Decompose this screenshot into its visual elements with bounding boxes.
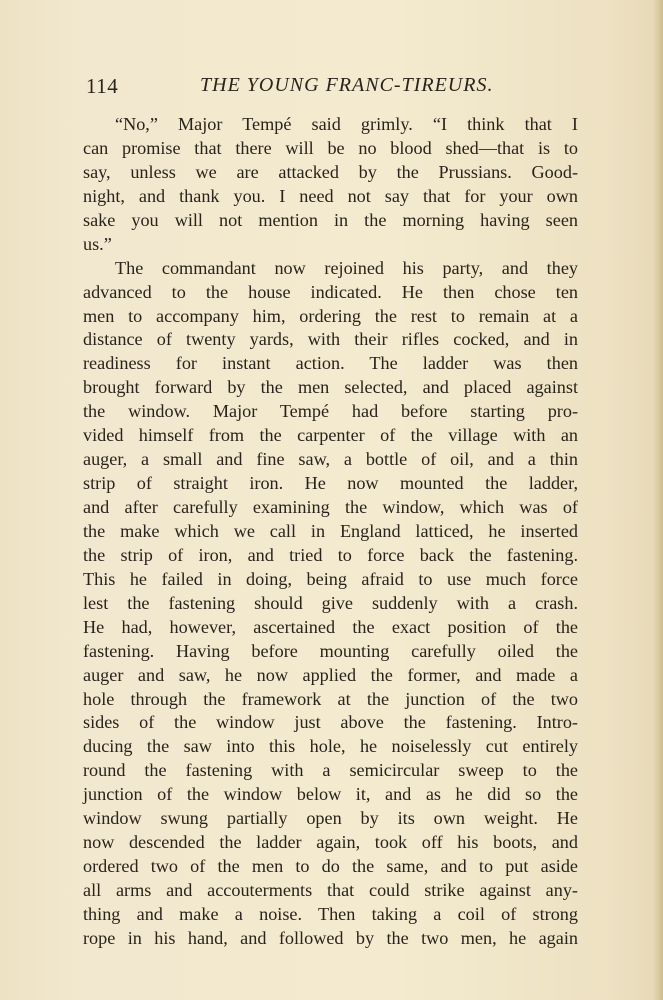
text-line: brought forward by the men selected, and placed against	[83, 377, 578, 398]
text-line: vided himself from the carpenter of the village with an	[83, 425, 578, 446]
text-line: and after carefully examining the window, which was of	[83, 497, 578, 517]
text-line: fastening. Having before mounting carefully oiled the	[83, 640, 578, 661]
text-line: say, unless we are attacked by the Prussians. Good-	[83, 161, 578, 182]
text-line: all arms and accouterments that could strike against any-	[83, 880, 578, 900]
text-line: night, and thank you. I need not say that for your own	[83, 185, 578, 206]
page-edge	[653, 0, 663, 1000]
text-line: readiness for instant action. The ladder was then	[83, 353, 578, 374]
text-line: the strip of iron, and tried to force back the fastening.	[83, 544, 578, 565]
text-line: The commandant now rejoined his party, and they	[115, 257, 578, 278]
text-line: He had, however, ascertained the exact position of the	[83, 616, 578, 637]
text-line: ordered two of the men to do the same, and to put aside	[83, 856, 578, 877]
text-line: sides of the window just above the fastening. Intro-	[83, 712, 578, 733]
text-line: can promise that there will be no blood shed—that is to	[83, 137, 578, 158]
page-header	[86, 72, 586, 102]
page-number: 114	[86, 74, 119, 98]
text-line: “No,” Major Tempé said grimly. “I think that I	[115, 114, 578, 134]
text-line: auger and saw, he now applied the former, and made a	[83, 664, 578, 685]
text-line: us.”	[83, 233, 112, 254]
text-line: men to accompany him, ordering the rest to remain at a	[83, 305, 578, 326]
text-line: junction of the window below it, and as he did so the	[83, 784, 578, 805]
text-line: strip of straight iron. He now mounted the ladder,	[83, 473, 578, 494]
text-line: auger, a small and fine saw, a bottle of oil, and a thin	[83, 449, 578, 470]
text-line: now descended the ladder again, took off his boots, and	[83, 832, 578, 853]
text-line: sake you will not mention in the morning having seen	[83, 209, 578, 230]
text-line: distance of twenty yards, with their rifles cocked, and in	[83, 329, 578, 350]
text-line: advanced to the house indicated. He then chose ten	[83, 281, 578, 302]
text-line: ducing the saw into this hole, he noiselessly cut entirely	[83, 736, 578, 757]
text-line: window swung partially open by its own weight. He	[83, 808, 578, 829]
text-line: the window. Major Tempé had before starting pro-	[83, 401, 578, 422]
text-line: This he failed in doing, being afraid to use much force	[83, 568, 578, 589]
body-text	[83, 113, 578, 951]
text-line: round the fastening with a semicircular sweep to the	[83, 760, 578, 781]
text-line: hole through the framework at the junction of the two	[83, 688, 578, 709]
text-line: lest the fastening should give suddenly with a crash.	[83, 592, 578, 613]
text-line: thing and make a noise. Then taking a coil of strong	[83, 903, 578, 924]
text-line: the make which we call in England latticed, he inserted	[83, 520, 578, 541]
running-head: THE YOUNG FRANC-TIREURS.	[200, 74, 494, 96]
text-line: rope in his hand, and followed by the two men, he again	[83, 927, 578, 948]
